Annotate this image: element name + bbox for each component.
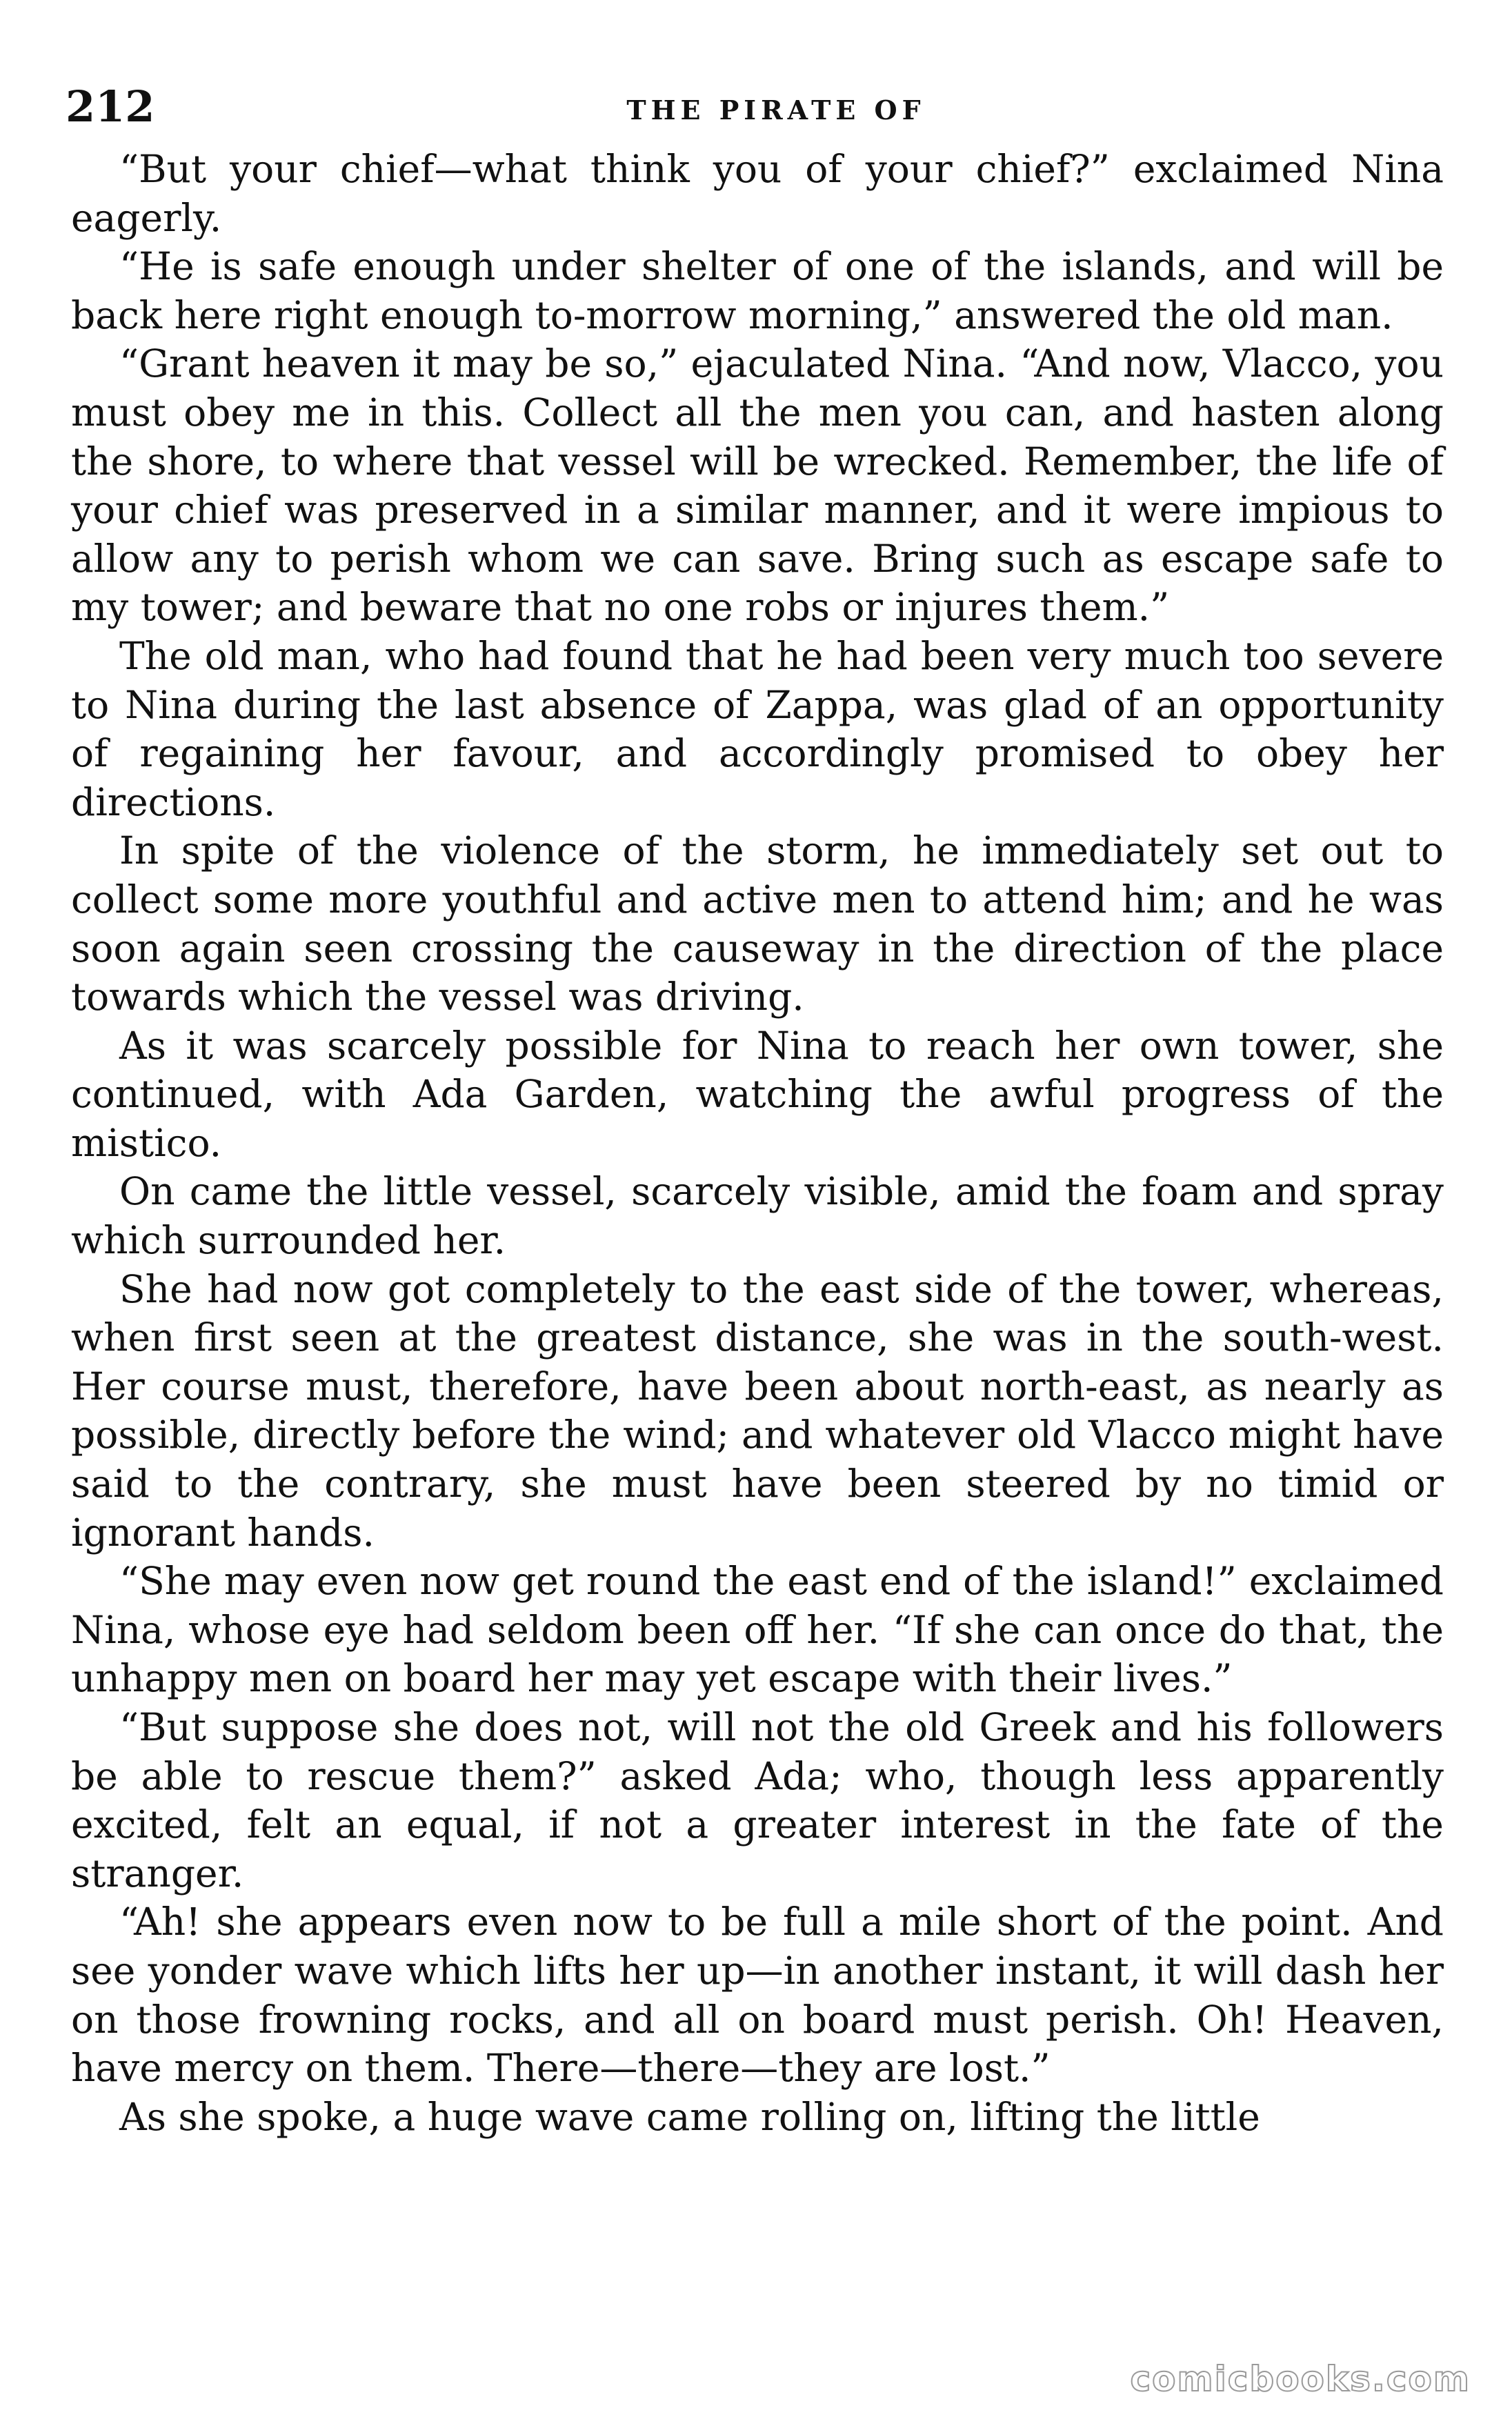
watermark: comicbooks.com [1130, 2359, 1471, 2399]
paragraph: The old man, who had found that he had been very much too severe to Nina during the last absence of Zappa, was glad of an opportunity of regaining her favour, and accordingly promised to obey her directions. [71, 633, 1444, 824]
page-number: 212 [66, 81, 155, 132]
paragraph: “She may even now get round the east end of the island!” exclaimed Nina, whose eye had seldom been off her. “If she can once do that, the unhappy men on board her may yet escape with their lives.” [71, 1559, 1444, 1701]
paragraph: “But suppose she does not, will not the old Greek and his followers be able to rescue them?” asked Ada; who, though less apparently excited, felt an equal, if not a greater interest in the fate of the stranger. [71, 1705, 1444, 1895]
page-header [66, 76, 1445, 138]
paragraph: As she spoke, a huge wave came rolling on, lifting the little [119, 2094, 1260, 2139]
paragraph: In spite of the violence of the storm, he immediately set out to collect some more youthful and active men to attend him; and he was soon again seen crossing the causeway in the direction of the place towards which the vessel was driving. [71, 828, 1444, 1019]
paragraph: She had now got completely to the east side of the tower, whereas, when first seen at the greatest distance, she was in the south-west. Her course must, therefore, have been about north-east, as nearly as possible, directly before the wind; and whatever old Vlacco might have said to the contrary, she must have been steered by no timid or ignorant hands. [71, 1266, 1444, 1555]
paragraph: “He is safe enough under shelter of one of the islands, and will be back here right enough to-morrow morning,” answered the old man. [71, 244, 1444, 337]
paragraph: “Grant heaven it may be so,” ejaculated Nina. “And now, Vlacco, you must obey me in this. Collect all the men you can, and hasten along the shore, to where that vessel will be wrecked. Remember, the life of your chief was preserved in a similar manner, and it were impious to allow any to perish whom we can save. Bring such as escape safe to my tower; and beware that no one robs or injures them.” [71, 341, 1444, 630]
paragraph: On came the little vessel, scarcely visible, amid the foam and spray which surrounded her. [71, 1169, 1444, 1263]
text-body [71, 145, 1444, 2141]
paragraph: “But your chief—what think you of your chief?” exclaimed Nina eagerly. [71, 147, 1444, 240]
paragraph: “Ah! she appears even now to be full a mile short of the point. And see yonder wave which lifts her up—in another instant, it will dash her on those frowning rocks, and all on board must perish. Oh! Heaven, have mercy on them. There—there—they are lost.” [71, 1900, 1444, 2091]
running-title: THE PIRATE OF [626, 94, 926, 126]
paragraph: As it was scarcely possible for Nina to reach her own tower, she continued, with Ada Garden, watching the awful progress of the mistico. [71, 1023, 1444, 1165]
